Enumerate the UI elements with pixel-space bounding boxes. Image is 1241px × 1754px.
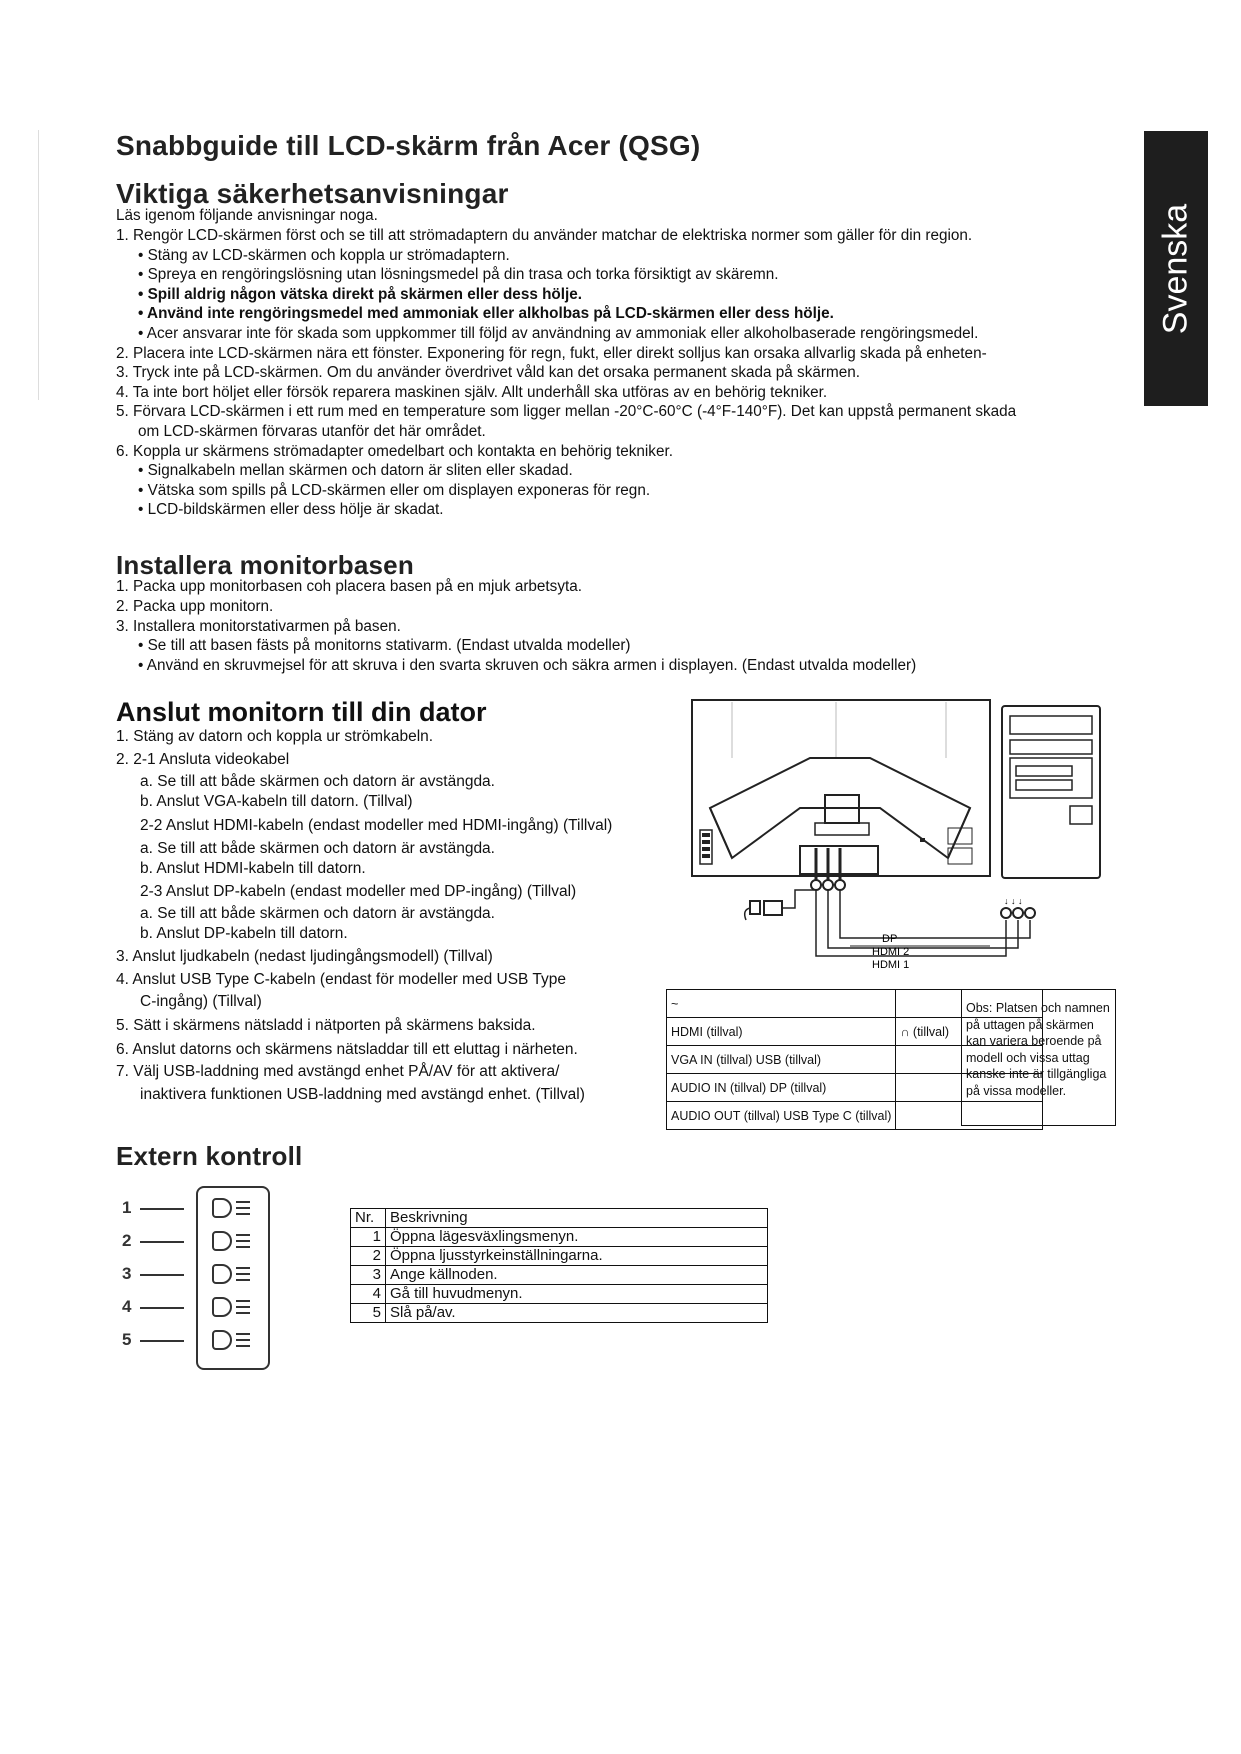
ports-note bbox=[961, 989, 1116, 1126]
safety-intro: Läs igenom följande anvisningar noga. bbox=[116, 207, 378, 224]
row-description: Slå på/av. bbox=[386, 1304, 768, 1323]
list-line: 1. Rengör LCD-skärmen först och se till att strömadaptern du använder matchar de elektriska normer som gäller för din region. bbox=[116, 227, 973, 244]
hdmi1-label: HDMI 1 bbox=[872, 959, 910, 971]
list-line: b. Anslut HDMI-kabeln till datorn. bbox=[140, 860, 366, 877]
table-row bbox=[351, 1247, 768, 1266]
pin-mark bbox=[236, 1339, 250, 1341]
button-number: 4 bbox=[122, 1297, 132, 1316]
list-line: • Acer ansvarar inte för skada som uppkommer till följd av användning av ammoniak eller alkoholbaserade rengöringsmedel. bbox=[138, 325, 979, 342]
list-line: 3. Installera monitorstativarmen på basen. bbox=[116, 617, 401, 635]
row-description: Gå till huvudmenyn. bbox=[386, 1285, 768, 1304]
table-cell bbox=[667, 990, 896, 1018]
list-line: 3. Tryck inte på LCD-skärmen. Om du använder överdrivet våld kan det orsaka permanent skada på skärmen. bbox=[116, 364, 860, 382]
pin-mark bbox=[236, 1267, 250, 1269]
pin-mark bbox=[236, 1213, 250, 1215]
language-tab-label: Svenska bbox=[1156, 203, 1195, 334]
control-table bbox=[350, 1208, 768, 1323]
cell-text: (tillval) bbox=[912, 1024, 950, 1039]
cell-text: AUDIO OUT (tillval) USB Type C (tillval) bbox=[671, 1108, 892, 1123]
row-number: 3 bbox=[351, 1266, 386, 1285]
list-line: • Använd inte rengöringsmedel med ammoniak eller alkholbas på LCD-skärmen eller dess hölje. bbox=[138, 305, 834, 323]
connection-diagram bbox=[690, 698, 1130, 983]
list-line: • Signalkabeln mellan skärmen och datorn är sliten eller skadad. bbox=[138, 462, 573, 480]
button-number: 1 bbox=[122, 1198, 132, 1217]
row-number: 2 bbox=[351, 1247, 386, 1266]
margin-rule bbox=[38, 130, 39, 400]
list-line: 2-2 Anslut HDMI-kabeln (endast modeller med HDMI-ingång) (Tillval) bbox=[140, 817, 613, 834]
connect-heading: Anslut monitorn till din dator bbox=[116, 697, 487, 727]
button-panel bbox=[196, 1186, 270, 1370]
pin-mark bbox=[236, 1234, 250, 1236]
list-line: b. Anslut DP-kabeln till datorn. bbox=[140, 925, 348, 942]
cell-text: VGA IN (tillval) USB (tillval) bbox=[671, 1052, 822, 1067]
list-line: 5. Sätt i skärmens nätsladd i nätporten på skärmens baksida. bbox=[116, 1017, 536, 1034]
pin-mark bbox=[236, 1273, 250, 1275]
osd-button-icon[interactable] bbox=[212, 1198, 232, 1218]
pin-mark bbox=[236, 1333, 250, 1335]
header-cell: Nr. bbox=[351, 1209, 386, 1228]
list-line: • Använd en skruvmejsel för att skruva i den svarta skruven och säkra armen i displayen. (Endast utvalda modeller) bbox=[138, 657, 917, 675]
list-line: 2. 2-1 Ansluta videokabel bbox=[116, 751, 290, 768]
header-cell: Beskrivning bbox=[386, 1209, 768, 1228]
row-number: 1 bbox=[351, 1228, 386, 1247]
list-line: a. Se till att både skärmen och datorn är avstängda. bbox=[140, 773, 495, 790]
list-line: 4. Ta inte bort höljet eller försök reparera maskinen själv. Allt underhåll ska utföras av en behörig tekniker. bbox=[116, 383, 828, 401]
row-number: 4 bbox=[351, 1285, 386, 1304]
safety-heading: Viktiga säkerhetsanvisningar bbox=[116, 178, 509, 209]
list-line: • Se till att basen fästs på monitorns stativarm. (Endast utvalda modeller) bbox=[138, 637, 631, 655]
headphone-icon: ∩ bbox=[900, 1024, 913, 1039]
list-line: a. Se till att både skärmen och datorn är avstängda. bbox=[140, 840, 495, 857]
list-line: 1. Stäng av datorn och koppla ur strömkabeln. bbox=[116, 728, 434, 745]
list-line: 6. Anslut datorns och skärmens nätsladdar till ett eluttag i närheten. bbox=[116, 1041, 578, 1058]
pin-mark bbox=[236, 1345, 250, 1347]
list-line: 2-3 Anslut DP-kabeln (endast modeller med DP-ingång) (Tillval) bbox=[140, 883, 577, 900]
svg-text:↓ ↓ ↓: ↓ ↓ ↓ bbox=[1004, 896, 1023, 906]
osd-button-icon[interactable] bbox=[212, 1297, 232, 1317]
list-line: • LCD-bildskärmen eller dess hölje är skadat. bbox=[138, 501, 444, 519]
osd-button-icon[interactable] bbox=[212, 1264, 232, 1284]
table-row bbox=[351, 1228, 768, 1247]
pin-mark bbox=[236, 1306, 250, 1308]
pin-mark bbox=[236, 1312, 250, 1314]
list-line: • Spill aldrig någon vätska direkt på skärmen eller dess hölje. bbox=[138, 285, 583, 303]
list-line: 4. Anslut USB Type C-kabeln (endast för modeller med USB Type bbox=[116, 971, 567, 988]
list-line: C-ingång) (Tillval) bbox=[140, 993, 262, 1010]
install-heading: Installera monitorbasen bbox=[116, 550, 414, 580]
table-cell bbox=[667, 1102, 896, 1130]
list-line: 3. Anslut ljudkabeln (nedast ljudingångsmodell) (Tillval) bbox=[116, 948, 493, 965]
leader-line bbox=[140, 1208, 184, 1210]
external-heading: Extern kontroll bbox=[116, 1141, 303, 1171]
ports-note-text: Obs: Platsen och namnen på uttagen på skärmen kan variera beroende på modell och vissa uttag kanske inte är tillgängliga på vissa modeller. bbox=[966, 1001, 1110, 1098]
pin-mark bbox=[236, 1279, 250, 1281]
list-line: • Vätska som spills på LCD-skärmen eller om displayen exponeras för regn. bbox=[138, 481, 651, 499]
row-description: Ange källnoden. bbox=[386, 1266, 768, 1285]
list-line: 7. Välj USB-laddning med avstängd enhet PÅ/AV för att aktivera/ bbox=[116, 1063, 560, 1080]
table-cell bbox=[667, 1046, 896, 1074]
cell-text: AUDIO IN (tillval) DP (tillval) bbox=[671, 1080, 827, 1095]
button-diagram bbox=[118, 1186, 278, 1376]
control-table-wrapper bbox=[350, 1208, 768, 1323]
table-cell bbox=[667, 1018, 896, 1046]
button-number: 3 bbox=[122, 1264, 132, 1283]
leader-line bbox=[140, 1340, 184, 1342]
list-line: 5. Förvara LCD-skärmen i ett rum med en temperature som ligger mellan -20°C-60°C (-4°F-140°F). Det kan uppstå permanent skada bbox=[116, 403, 1017, 421]
list-line: a. Se till att både skärmen och datorn är avstängda. bbox=[140, 905, 495, 922]
hdmi2-label: HDMI 2 bbox=[872, 946, 910, 958]
leader-line bbox=[140, 1241, 184, 1243]
pc-tower bbox=[1002, 706, 1100, 878]
pin-mark bbox=[236, 1240, 250, 1242]
page-title: Snabbguide till LCD-skärm från Acer (QSG) bbox=[116, 130, 701, 161]
row-description: Öppna ljusstyrkeinställningarna. bbox=[386, 1247, 768, 1266]
list-line: inaktivera funktionen USB-laddning med avstängd enhet. (Tillval) bbox=[140, 1086, 585, 1103]
power-plug bbox=[750, 901, 760, 914]
list-line: • Spreya en rengöringslösning utan lösningsmedel på din trasa och torka försiktigt av skäremn. bbox=[138, 266, 779, 284]
list-line: 1. Packa upp monitorbasen coh placera basen på en mjuk arbetsyta. bbox=[116, 578, 582, 595]
cell-text: HDMI (tillval) bbox=[671, 1024, 743, 1039]
table-row bbox=[351, 1266, 768, 1285]
list-line: 6. Koppla ur skärmens strömadapter omedelbart och kontakta en behörig tekniker. bbox=[116, 442, 673, 460]
list-line: om LCD-skärmen förvaras utanför det här området. bbox=[138, 423, 486, 440]
dp-label: DP bbox=[882, 933, 898, 945]
pin-mark bbox=[236, 1246, 250, 1248]
cell-text: ~ bbox=[671, 996, 679, 1011]
button-number: 5 bbox=[122, 1330, 132, 1349]
list-line: • Stäng av LCD-skärmen och koppla ur strömadaptern. bbox=[138, 246, 510, 264]
pin-mark bbox=[236, 1207, 250, 1209]
list-line: 2. Placera inte LCD-skärmen nära ett fönster. Exponering för regn, fukt, eller direkt solljus kan orsaka allvarlig skada på enheten- bbox=[116, 344, 987, 362]
button-number: 2 bbox=[122, 1231, 132, 1250]
table-cell bbox=[667, 1074, 896, 1102]
table-header-row bbox=[351, 1209, 768, 1228]
leader-line bbox=[140, 1307, 184, 1309]
table-row bbox=[351, 1285, 768, 1304]
language-tab bbox=[1144, 131, 1208, 406]
row-number: 5 bbox=[351, 1304, 386, 1323]
pin-mark bbox=[236, 1300, 250, 1302]
table-row bbox=[351, 1304, 768, 1323]
leader-line bbox=[140, 1274, 184, 1276]
osd-button-icon[interactable] bbox=[212, 1231, 232, 1251]
power-button-icon[interactable] bbox=[212, 1330, 232, 1350]
pin-mark bbox=[236, 1201, 250, 1203]
list-line: b. Anslut VGA-kabeln till datorn. (Tillval) bbox=[140, 793, 413, 810]
list-line: 2. Packa upp monitorn. bbox=[116, 597, 274, 615]
row-description: Öppna lägesväxlingsmenyn. bbox=[386, 1228, 768, 1247]
